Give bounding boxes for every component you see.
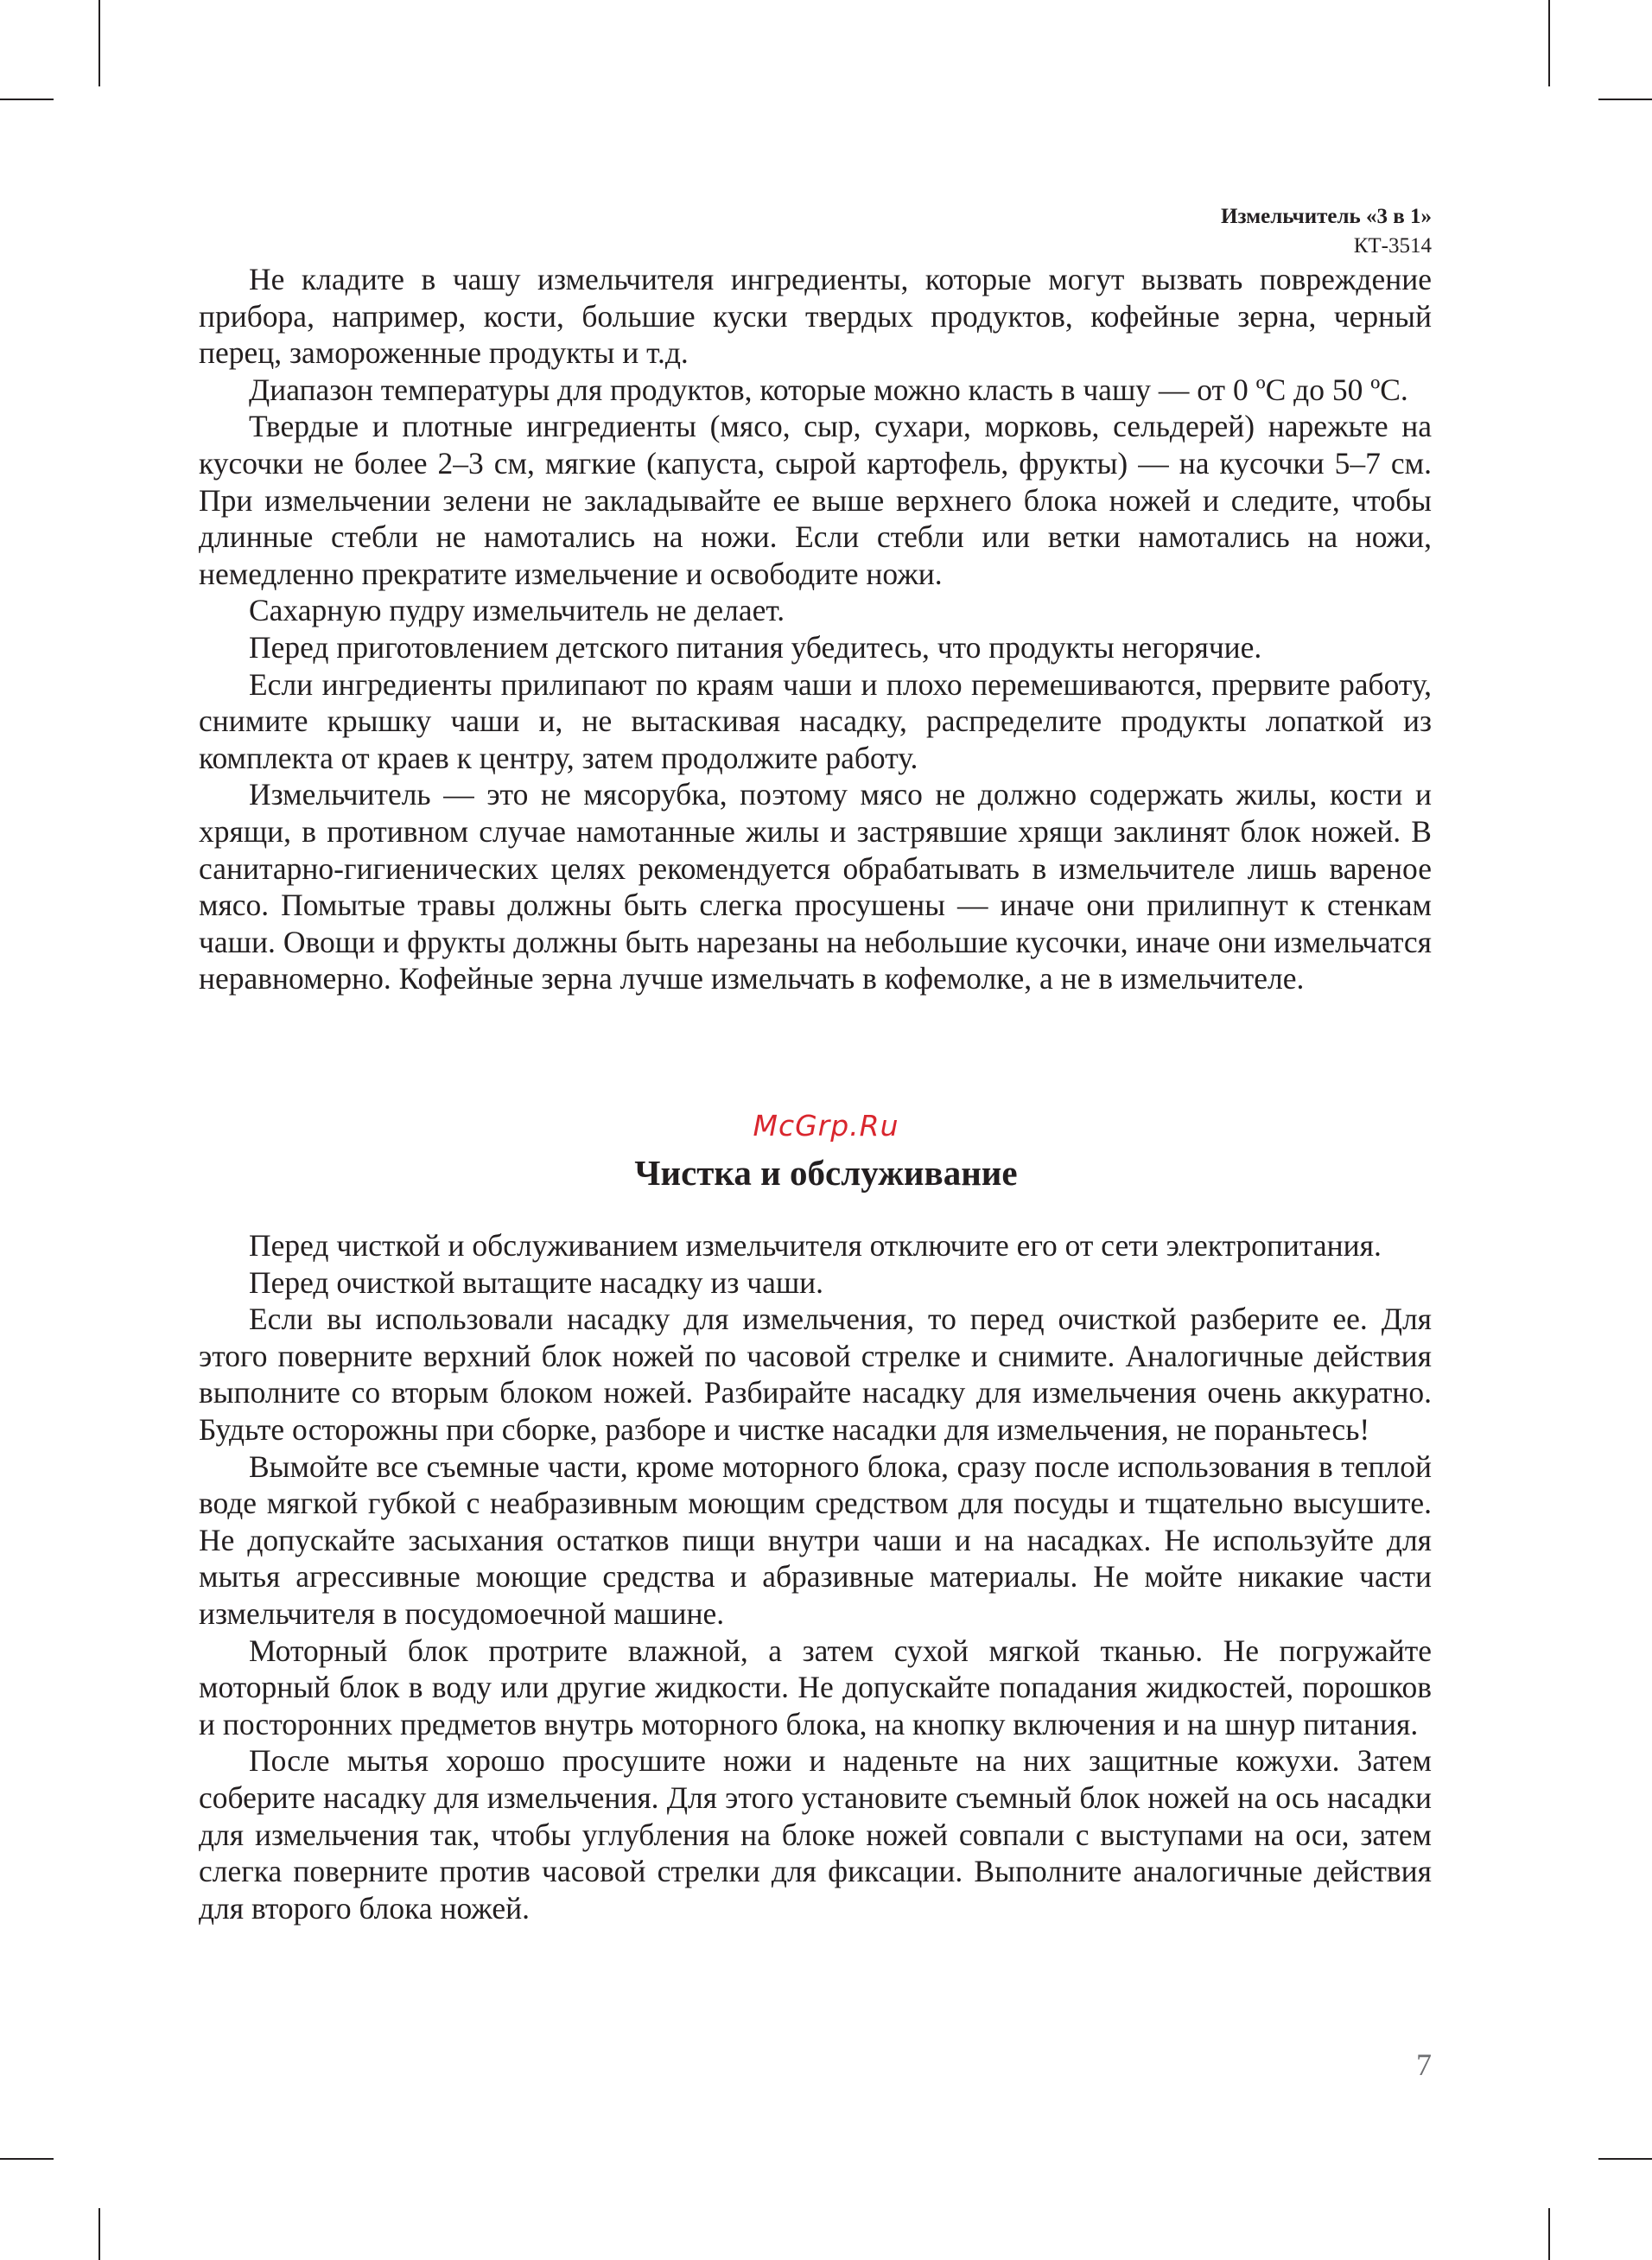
crop-mark-bottom-left [98, 2208, 100, 2260]
paragraph: После мытья хорошо просушите ножи и наденьте на них защитные кожухи. Затем соберите насадку для измельчения. Для этого установите съемный блок ножей на ось насадки для измельчения так, чтобы углубления на блоке ножей совпали с выступами на оси, затем слегка поверните против часовой стрелки для фиксации. Выполните аналогичные действия для второго блока ножей. [199, 1743, 1432, 1926]
crop-mark-left-top [0, 99, 54, 100]
paragraph: Моторный блок протрите влажной, а затем сухой мягкой тканью. Не погружайте моторный блок в воду или другие жидкости. Не допускайте попадания жидкостей, порошков и посторонних предметов внутрь моторного блока, на кнопку включения и на шнур питания. [199, 1633, 1432, 1741]
paragraph: Диапазон температуры для продуктов, которые можно класть в чашу — от 0 ºС до 50 ºС. [249, 372, 1408, 407]
cleaning-section-text [199, 1227, 1432, 1926]
crop-mark-right-top [1598, 99, 1652, 100]
crop-mark-bottom-right [1548, 2208, 1550, 2260]
paragraph: Не кладите в чашу измельчителя ингредиенты, которые могут вызвать повреждение прибора, например, кости, большие куски твердых продуктов, кофейные зерна, черный перец, замороженные продукты и т.д. [199, 262, 1432, 371]
paragraph: Если ингредиенты прилипают по краям чаши и плохо перемешиваются, прервите работу, снимите крышку чаши и, не вытаскивая насадку, распределите продукты лопаткой из комплекта от краев к центру, затем продолжите работу. [199, 666, 1432, 775]
watermark-text: McGrp.Ru [753, 1109, 899, 1143]
usage-notes-text [199, 261, 1432, 997]
paragraph: Если вы использовали насадку для измельчения, то перед очисткой разберите ее. Для этого поверните верхний блок ножей по часовой стрелке и снимите. Аналогичные действия выполните со вторым блоком ножей. Разбирайте насадку для измельчения очень аккуратно. Будьте осторожны при сборке, разборе и чистке насадки для измельчения, не пораньтесь! [199, 1302, 1432, 1447]
crop-mark-right-bottom [1598, 2158, 1652, 2160]
page-number: 7 [1416, 2047, 1432, 2082]
paragraph: Перед очисткой вытащите насадку из чаши. [249, 1264, 824, 1300]
crop-mark-left-bottom [0, 2158, 54, 2160]
paragraph: Перед приготовлением детского питания убедитесь, что продукты негорячие. [249, 629, 1262, 665]
paragraph: Измельчитель — это не мясорубка, поэтому мясо не должно содержать жилы, кости и хрящи, в противном случае намотанные жилы и застрявшие хрящи заклинят блок ножей. В санитарно-гигиенических целях рекомендуется обрабатывать в измельчителе лишь вареное мясо. Помытые травы должны быть слегка просушены — иначе они прилипнут к стенкам чаши. Овощи и фрукты должны быть нарезаны на небольшие кусочки, иначе они измельчатся неравномерно. Кофейные зерна лучше измельчать в кофемолке, а не в измельчителе. [199, 777, 1432, 996]
crop-mark-top-left [98, 0, 100, 86]
paragraph: Твердые и плотные ингредиенты (мясо, сыр, сухари, морковь, сельдерей) нарежьте на кусочки не более 2–3 см, мягкие (капуста, сырой картофель, фрукты) — на кусочки 5–7 см. При измельчении зелени не закладывайте ее выше верхнего блока ножей и следите, чтобы длинные стебли не намотались на ножи. Если стебли или ветки намотались на ножи, немедленно прекратите измельчение и освободите ножи. [199, 409, 1432, 591]
running-header [1221, 202, 1432, 261]
header-product-name: Измельчитель «3 в 1» [1221, 205, 1432, 228]
section-title: Чистка и обслуживание [634, 1153, 1018, 1193]
header-model-number: КТ-3514 [1353, 234, 1432, 258]
paragraph: Вымойте все съемные части, кроме моторного блока, сразу после использования в теплой воде мягкой губкой с неабразивным моющим средством для посуды и тщательно высушите. Не допускайте засыхания остатков пищи внутри чаши и на насадках. Не используйте для мытья агрессивные моющие средства и абразивные материалы. Не мойте никакие части измельчителя в посудомоечной машине. [199, 1448, 1432, 1631]
paragraph: Перед чисткой и обслуживанием измельчителя отключите его от сети электропитания. [249, 1228, 1382, 1263]
paragraph: Сахарную пудру измельчитель не делает. [249, 593, 785, 628]
crop-mark-top-right [1548, 0, 1550, 86]
